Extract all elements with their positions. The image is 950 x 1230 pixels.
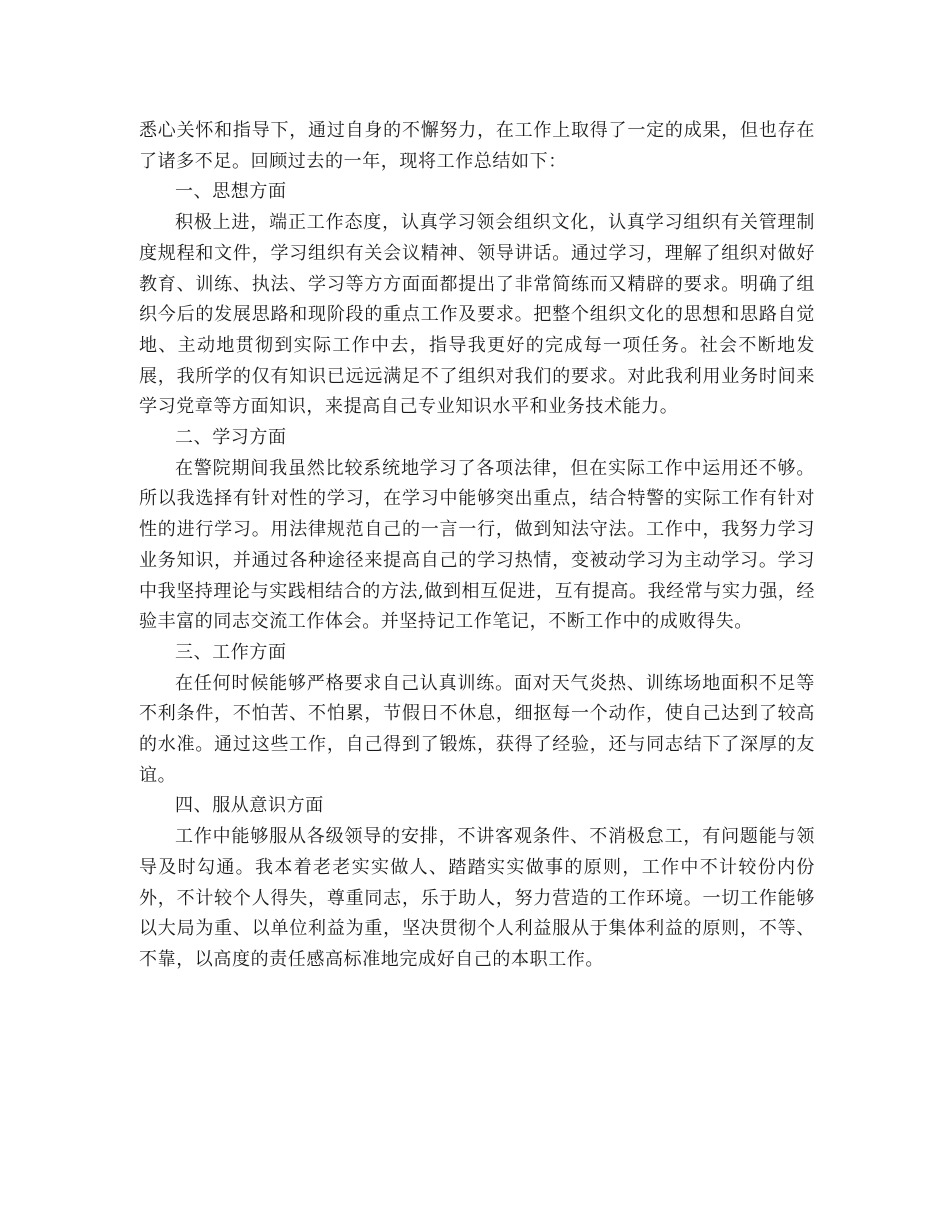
section-paragraph-thought: 积极上进，端正工作态度，认真学习领会组织文化，认真学习组织有关管理制度规程和文件，学习组织有关会议精神、领导讲话。通过学习，理解了组织对做好教育、训练、执法、学习等方方面面都提出了非常简练而又精辟的要求。明确了组织今后的发展思路和现阶段的重点工作及要求。把整个组织文化的思想和思路自觉地、主动地贯彻到实际工作中去，指导我更好的完成每一项任务。社会不断地发展，我所学的仅有知识已远远满足不了组织对我们的要求。对此我利用业务时间来学习党章等方面知识，来提高自己专业知识水平和业务技术能力。 (139, 212, 815, 418)
section-heading-obedience: 四、服从意识方面 (175, 795, 324, 817)
section-heading-thought: 一、思想方面 (175, 181, 287, 203)
section-paragraph-obedience: 工作中能够服从各级领导的安排，不讲客观条件、不消极怠工，有问题能与领导及时勾通。我本着老老实实做人、踏踏实实做事的原则，工作中不计较份内份外，不计较个人得失，尊重同志，乐于助人，努力营造的工作环境。一切工作能够以大局为重、以单位利益为重，坚决贯彻个人利益服从于集体利益的原则，不等、不靠，以高度的责任感高标准地完成好自己的本职工作。 (139, 826, 815, 970)
section-heading-study: 二、学习方面 (175, 427, 287, 449)
section-heading-work: 三、工作方面 (175, 641, 287, 663)
intro-paragraph: 悉心关怀和指导下，通过自身的不懈努力，在工作上取得了一定的成果，但也存在了诸多不足。回顾过去的一年，现将工作总结如下： (139, 120, 815, 172)
section-paragraph-study: 在警院期间我虽然比较系统地学习了各项法律，但在实际工作中运用还不够。所以我选择有针对性的学习，在学习中能够突出重点，结合特警的实际工作有针对性的进行学习。用法律规范自己的一言一行，做到知法守法。工作中，我努力学习业务知识，并通过各种途径来提高自己的学习热情，变被动学习为主动学习。学习中我坚持理论与实践相结合的方法,做到相互促进，互有提高。我经常与实力强，经验丰富的同志交流工作体会。并坚持记工作笔记，不断工作中的成败得失。 (139, 457, 815, 633)
document-body (139, 116, 815, 976)
section-paragraph-work: 在任何时候能够严格要求自己认真训练。面对天气炎热、训练场地面积不足等不利条件，不怕苦、不怕累，节假日不休息，细抠每一个动作，使自己达到了较高的水准。通过这些工作，自己得到了锻炼，获得了经验，还与同志结下了深厚的友谊。 (139, 672, 815, 786)
